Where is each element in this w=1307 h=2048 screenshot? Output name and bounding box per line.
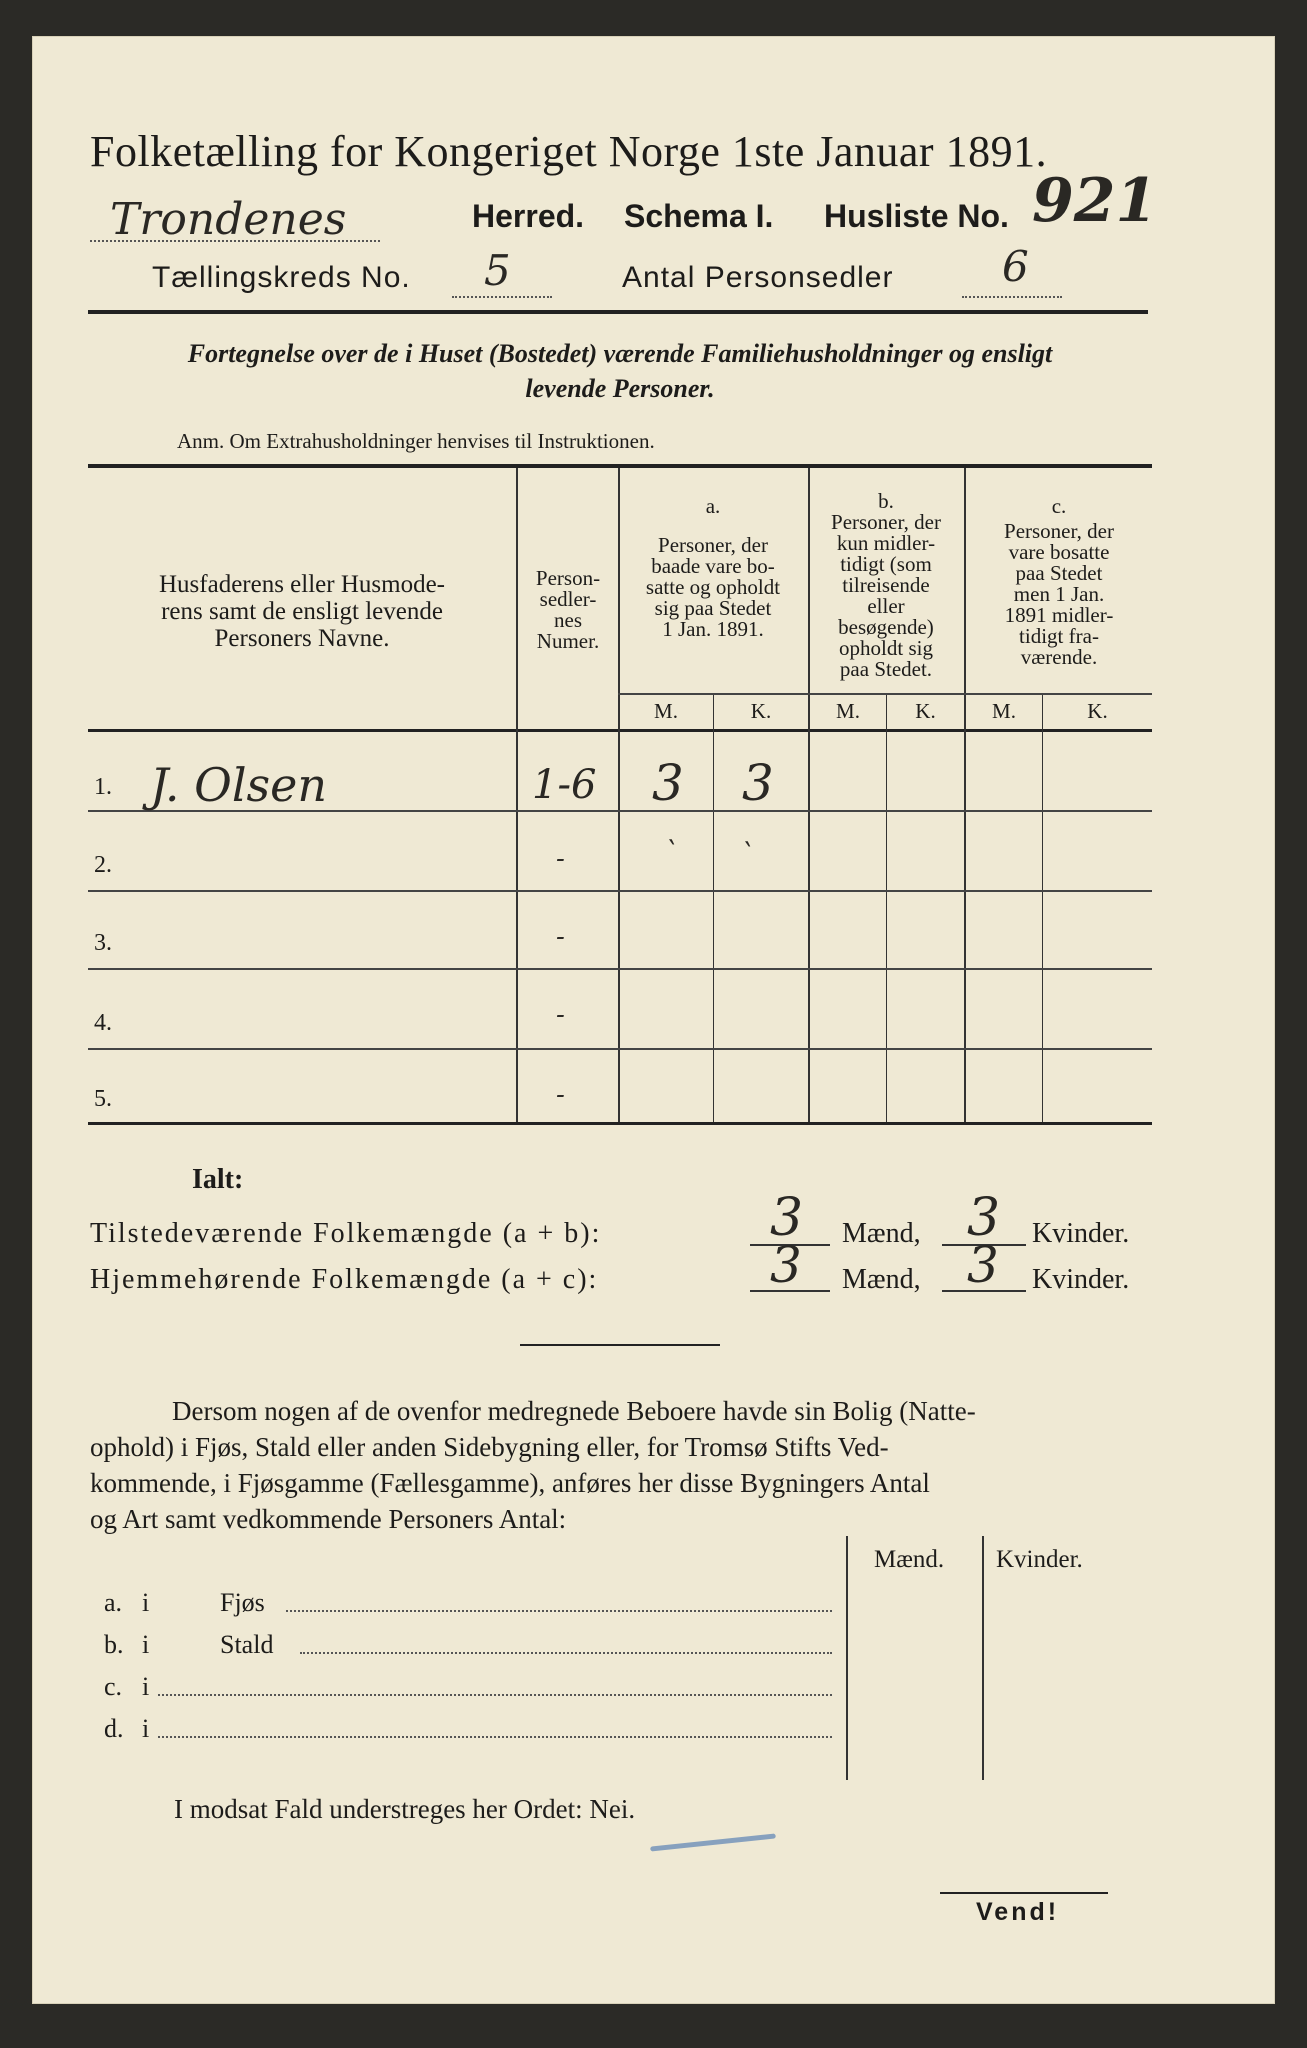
husliste-label: Husliste No. [824,198,1009,234]
row-a-m: 3 [652,754,684,812]
form-title: Folketælling for Kongeriget Norge 1ste Januar 1891. [90,127,1048,176]
kreds-number: 5 [484,246,511,295]
tilstede-label: Tilstedeværende Folkemængde (a + b): [90,1218,602,1249]
vend-rule [940,1892,1108,1894]
row-number: 5. [94,1086,112,1112]
row-number: 4. [94,1010,112,1036]
row-name: J. Olsen [150,758,327,812]
row-sedler-num: - [556,1000,565,1030]
hjemme-maend-value: 3 [770,1236,802,1294]
row-sedler-num: - [556,844,565,874]
row-sedler-num: - [556,1080,565,1110]
tilstede-kvinder-value: 3 [967,1188,1001,1248]
anm-note: Anm. Om Extrahusholdninger henvises til Instruktionen. [177,429,655,453]
hjemme-label: Hjemmehørende Folkemængde (a + c): [90,1264,599,1295]
personsedler-number: 6 [1002,242,1029,291]
tilstede-maend-label: Mænd, [842,1218,921,1249]
hjemme-kvinder-value: 3 [967,1236,999,1294]
herred-field [90,194,380,245]
table-header-rule [88,729,1152,732]
bolig-maend-header: Mænd. [874,1546,945,1573]
row-a-m: ` [664,836,678,869]
row-a-k: 3 [742,754,774,812]
row-sedler-num: 1-6 [532,762,597,808]
col-num-header: Person- sedler- nes Numer. [535,566,601,653]
col-c-k-label: K. [1087,699,1108,723]
col-c-header: c. Personer, der vare bosatte paa Stedet men 1 Jan. 1891 midler- tidigt fra- værende. [1004,494,1114,669]
hjemme-maend-label: Mænd, [842,1264,921,1295]
subtitle-line2: levende Personer. [525,374,715,403]
husliste-number: 921 [1032,166,1158,236]
row-number: 1. [94,774,112,800]
herred-name: Trondenes [110,194,347,245]
col-name-header: Husfaderens eller Husmode- rens samt de ensligt levende Personers Navne. [158,571,445,652]
kreds-label: Tællingskreds No. [152,261,411,294]
col-a-header: a. Personer, der baade vare bo- satte og opholdt sig paa Stedet 1 Jan. 1891. [645,494,781,641]
schema-label: Schema I. [624,198,774,234]
separator [520,1344,720,1346]
table-top-rule [88,464,1152,468]
col-a-k-label: K. [750,699,772,723]
bolig-kvinder-header: Kvinder. [996,1546,1083,1573]
blue-pencil-mark [650,1833,776,1851]
col-c-m-label: M. [992,699,1016,723]
row-a-k: ` [740,838,754,871]
modsat-note: I modsat Fald understreges her Ordet: Nei. [174,1794,636,1824]
table-bottom-rule [88,1122,1152,1125]
col-b-header: b. Personer, der kun midler- tidigt (som tilreisende eller besøgende) opholdt sig paa Stedet. [831,489,941,681]
personsedler-label: Antal Personsedler [622,261,894,294]
herred-label: Herred. [472,198,585,234]
row-number: 3. [94,930,112,956]
ialt-label: Ialt: [192,1164,244,1195]
row-sedler-num: - [556,922,565,952]
col-b-k-label: K. [915,699,936,723]
tilstede-maend-value: 3 [770,1188,804,1248]
col-a-m-label: M. [654,699,678,723]
vend-label: Vend! [976,1898,1060,1926]
subtitle-line1: Fortegnelse over de i Huset (Bostedet) værende Familiehusholdninger og ensligt [187,339,1053,368]
row-number: 2. [94,852,112,878]
col-b-m-label: M. [836,699,860,723]
tilstede-kvinder-label: Kvinder. [1032,1218,1130,1249]
hjemme-kvinder-label: Kvinder. [1032,1264,1130,1295]
header-rule [88,310,1148,314]
census-form-page: Folketælling for Kongeriget Norge 1ste Januar 1891. Trondenes Herred. Schema I. Husliste No. 921 Tællingskreds No. 5 Antal Personsedler 6 Fortegnelse over de i Huset (Bostedet) værende Familiehusholdninger og ensligt levende Personer. Anm. Om Extrahusholdninger henvises til Instruktionen. Husfaderens eller Husmode- rens samt de ensligt levende Personers Navne. Person- sedler- nes Numer. a. Personer, der baade vare bo- satte og opholdt sig paa Stedet 1 Jan. 1891. b. Personer, der kun midler- tidigt (som tilreisende eller besøgende) opholdt sig paa Stedet. c. Personer, der vare bosatte paa Stedet men 1 Jan. 1891 midler- tidigt fra- værende. M. K. M. K. M. K. 1. J. Olsen 1-6 3 3 2. - ` ` 3. - 4. - 5. - Ialt: Tilstedeværende Folkemængde (a + b): 3 Mænd, 3 Kvinder. Hjemmehørende Folkemængde (a + c): 3 Mænd, 3 Kvinder. Dersom nogen af de ovenfor medregnede Beboere havde sin Bolig (Natte- ophold) i Fjøs, Stald eller anden Sidebygning eller, for Tromsø Stifts Ved- kommende, i Fjøsgamme (Fællesgamme), anføres her disse Bygningers Antal og Art samt vedkommende Personers Antal: Mænd. Kvinder. a. i Fjøs b. i Stald c. i d. i I modsat Fald understreges her Ordet: Nei. Vend! [32,36,1275,2004]
